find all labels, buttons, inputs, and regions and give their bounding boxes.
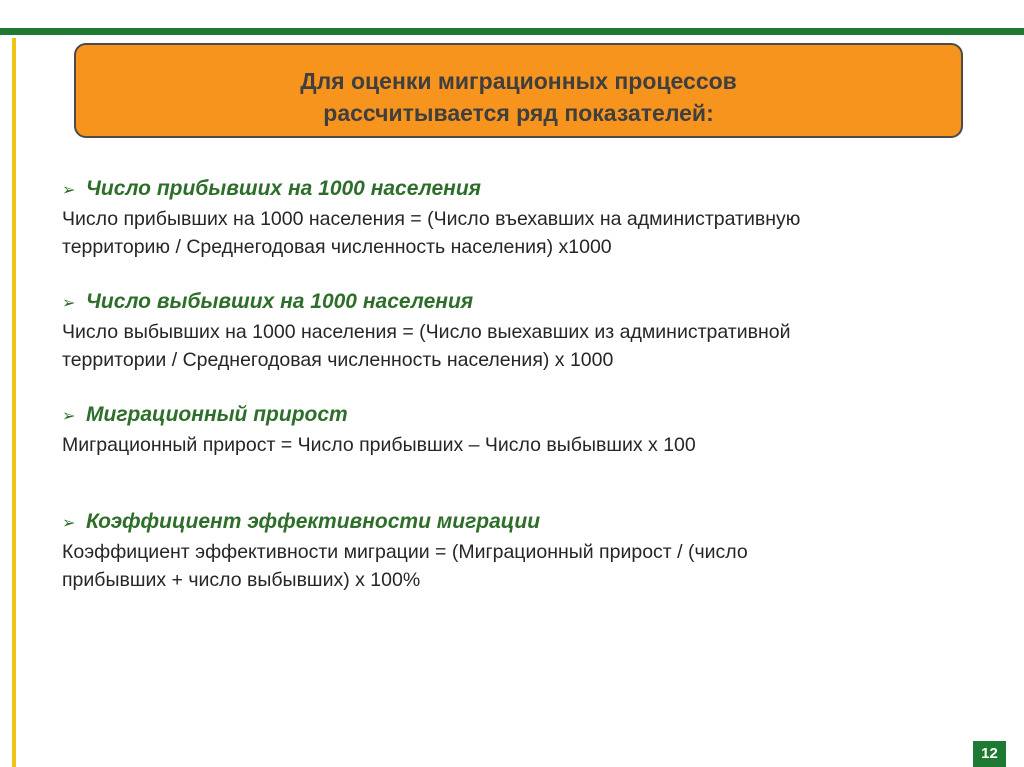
formula-line: Число выбывших на 1000 населения = (Число выехавших из административной xyxy=(62,321,791,343)
formula-line: территории / Среднегодовая численность населения) х 1000 xyxy=(62,349,614,371)
section-migration-growth xyxy=(62,401,962,459)
section-migration-efficiency xyxy=(62,508,962,594)
formula-line: Коэффициент эффективности миграции = (Миграционный прирост / (число xyxy=(62,541,748,563)
title-banner xyxy=(74,43,963,138)
arrow-bullet-icon: ➢ xyxy=(62,295,76,312)
page-number-badge: 12 xyxy=(973,741,1006,767)
title-line-2: рассчитывается ряд показателей: xyxy=(323,100,714,126)
section-departures xyxy=(62,288,962,374)
section-heading-text: Число прибывших на 1000 населения xyxy=(86,177,482,200)
formula-line: прибывших + число выбывших) х 100% xyxy=(62,569,421,591)
formula-line: Миграционный прирост = Число прибывших – Число выбывших х 100 xyxy=(62,434,696,456)
section-heading-text: Коэффициент эффективности миграции xyxy=(86,510,541,533)
section-heading xyxy=(62,175,962,205)
section-arrivals xyxy=(62,175,962,261)
section-heading-text: Число выбывших на 1000 населения xyxy=(86,290,474,313)
arrow-bullet-icon: ➢ xyxy=(62,408,76,425)
section-heading-text: Миграционный прирост xyxy=(86,403,348,426)
section-heading xyxy=(62,401,962,431)
formula-line: территорию / Среднегодовая численность населения) х1000 xyxy=(62,236,612,258)
top-divider xyxy=(0,28,1024,35)
left-accent-bar xyxy=(12,38,16,767)
arrow-bullet-icon: ➢ xyxy=(62,515,76,532)
section-heading xyxy=(62,508,962,538)
title-line-1: Для оценки миграционных процессов xyxy=(300,68,737,94)
section-heading xyxy=(62,288,962,318)
formula-line: Число прибывших на 1000 населения = (Число въехавших на административную xyxy=(62,208,801,230)
arrow-bullet-icon: ➢ xyxy=(62,182,76,199)
